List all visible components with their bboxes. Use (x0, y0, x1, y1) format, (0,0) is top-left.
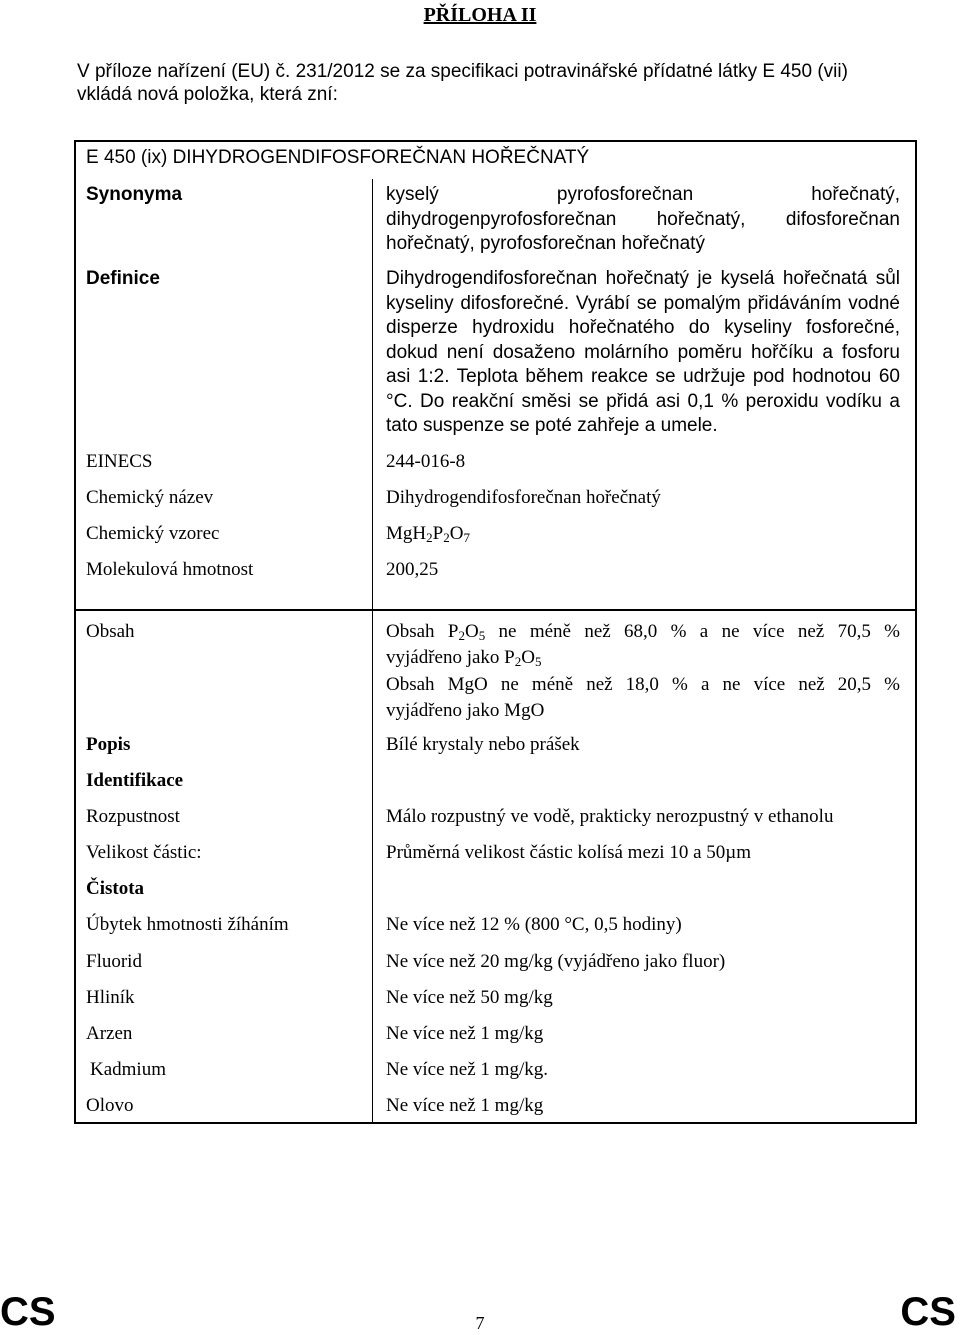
column-divider (372, 179, 373, 609)
label-einecs: EINECS (86, 451, 153, 472)
value-fluorid: Ne více než 20 mg/kg (vyjádřeno jako fluor) (386, 951, 726, 972)
footer-language-right: CS (900, 1290, 956, 1334)
value-synonyma: kyselý pyrofosforečnan hořečnatý, dihydrogenpyrofosforečnan hořečnatý, difosforečnan hořečnatý, pyrofosforečnan hořečnatý (386, 184, 900, 254)
substance-heading: E 450 (ix) DIHYDROGENDIFOSFOREČNAN HOŘEČNATÝ (86, 147, 590, 168)
value-obsah-p2o5-note: vyjádřeno jako $P_2O_5$ (386, 647, 542, 669)
intro-paragraph: V příloze nařízení (EU) č. 231/2012 se za specifikaci potravinářské přídatné látky E 450 (vii) vkládá nová položka, která zní: (77, 61, 848, 105)
page-number: 7 (475, 1313, 485, 1333)
value-popis: Bílé krystaly nebo prášek (386, 734, 580, 755)
value-velikost-castic: Průměrná velikost částic kolísá mezi 10 a 50µm (386, 842, 751, 863)
label-rozpustnost: Rozpustnost (86, 806, 180, 827)
value-kadmium: Ne více než 1 mg/kg. (386, 1059, 548, 1080)
value-ubytek-hmotnosti: Ne více než 12 % (800 °C, 0,5 hodiny) (386, 914, 682, 935)
value-olovo: Ne více než 1 mg/kg (386, 1095, 544, 1116)
value-chemicky-nazev: Dihydrogendifosforečnan hořečnatý (386, 487, 661, 508)
label-chemicky-nazev: Chemický název (86, 487, 214, 508)
label-ubytek-hmotnosti: Úbytek hmotnosti žíháním (86, 914, 289, 935)
label-chemicky-vzorec: Chemický vzorec (86, 523, 220, 544)
value-hlinik: Ne více než 50 mg/kg (386, 987, 553, 1008)
label-kadmium: Kadmium (90, 1059, 166, 1080)
value-obsah-p2o5: Obsah $P_2O_5$ ne méně než 68,0 % a ne více než 70,5 % (386, 621, 900, 643)
label-obsah: Obsah (86, 621, 135, 642)
value-molekulova-hmotnost: 200,25 (386, 559, 439, 580)
label-cistota: Čistota (86, 878, 145, 899)
value-chemicky-vzorec: $MgH_2P_2O_7$ (386, 523, 470, 545)
page-title: PŘÍLOHA II (423, 4, 537, 26)
label-fluorid: Fluorid (86, 951, 142, 972)
value-definice: Dihydrogendifosforečnan hořečnatý je kyselá hořečnatá sůl kyseliny difosforečné. Vyrábí se pomalým přidáváním vodné disperze hydroxidu hořečnatého do kyseliny fosforečné, dokud není dosaženo molárního poměru hořčíku a fosforu asi 1:2. Teplota během reakce se udržuje pod hodnotou 60 °C. Do reakční směsi se přidá asi 0,1 % peroxidu vodíku a tato suspenze se poté zahřeje a umele. (386, 268, 900, 436)
label-identifikace: Identifikace (86, 770, 184, 791)
value-rozpustnost: Málo rozpustný ve vodě, prakticky nerozpustný v ethanolu (386, 806, 834, 827)
value-arzen: Ne více než 1 mg/kg (386, 1023, 544, 1044)
label-popis: Popis (86, 734, 131, 755)
label-arzen: Arzen (86, 1023, 133, 1044)
footer-language-left: CS (0, 1290, 56, 1334)
value-obsah-mgo-note: vyjádřeno jako MgO (386, 700, 545, 721)
label-velikost-castic: Velikost částic: (86, 842, 202, 863)
label-synonyma: Synonyma (86, 184, 183, 205)
label-olovo: Olovo (86, 1095, 134, 1116)
column-divider (372, 611, 373, 1122)
value-einecs: 244-016-8 (386, 451, 466, 472)
value-obsah-mgo: Obsah MgO ne méně než 18,0 % a ne více než 20,5 % (386, 674, 900, 695)
label-hlinik: Hliník (86, 987, 135, 1008)
label-molekulova-hmotnost: Molekulová hmotnost (86, 559, 254, 580)
label-definice: Definice (86, 268, 160, 289)
